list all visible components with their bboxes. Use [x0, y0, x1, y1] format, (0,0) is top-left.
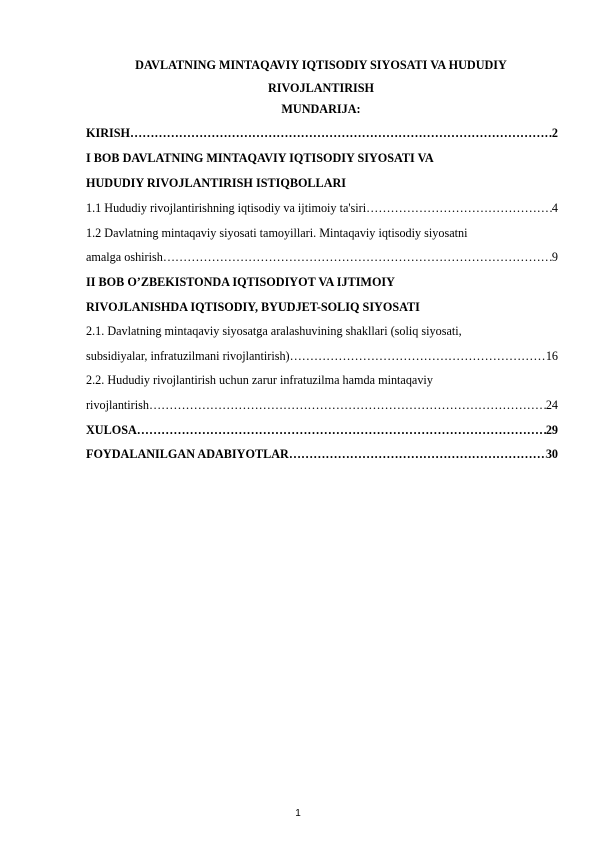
toc-leader-dots [137, 423, 546, 438]
toc-page-number: 9 [551, 250, 558, 264]
toc-entry-intro[interactable] [86, 126, 558, 141]
toc-chapter-2-line-1[interactable]: II BOB O’ZBEKISTONDA IQTISODIYOT VA IJTIMOIY [86, 275, 395, 289]
toc-page-number: 30 [545, 447, 558, 461]
toc-entry-2-2[interactable] [86, 398, 558, 413]
toc-entry-1-2-line-1[interactable]: 1.2 Davlatning mintaqaviy siyosati tamoyillari. Mintaqaviy iqtisodiy siyosatni [86, 226, 468, 240]
toc-page-number: 29 [545, 423, 558, 437]
toc-entry-2-2-line-1[interactable]: 2.2. Hududiy rivojlantirish uchun zarur infratuzilma hamda mintaqaviy [86, 373, 433, 387]
toc-entry-label: XULOSA [86, 423, 137, 437]
document-title-line-2: RIVOJLANTIRISH [267, 81, 375, 95]
toc-entry-references[interactable] [86, 447, 558, 462]
toc-entry-label: FOYDALANILGAN ADABIYOTLAR [86, 447, 289, 461]
toc-entry-1-1[interactable] [86, 201, 558, 216]
toc-entry-conclusion[interactable] [86, 423, 558, 438]
toc-entry-label: 1.1 Hududiy rivojlantirishning iqtisodiy va ijtimoiy ta'siri [86, 201, 367, 215]
page-number: 1 [295, 808, 301, 819]
toc-entry-label: KIRISH [86, 126, 131, 140]
contents-heading: MUNDARIJA: [281, 102, 361, 116]
toc-page-number: 16 [545, 349, 558, 363]
toc-page-number: 2 [551, 126, 558, 140]
toc-entry-label: amalga oshirish [86, 250, 163, 264]
toc-leader-dots [366, 201, 552, 216]
toc-entry-2-1[interactable] [86, 349, 558, 364]
toc-page-number: 4 [551, 201, 558, 215]
toc-leader-dots [289, 447, 546, 462]
toc-entry-label: subsidiyalar, infratuzilmani rivojlantirish) [86, 349, 290, 363]
toc-leader-dots [163, 250, 552, 265]
toc-leader-dots [130, 126, 552, 141]
toc-entry-1-2[interactable] [86, 250, 558, 265]
document-title-line-1: DAVLATNING MINTAQAVIY IQTISODIY SIYOSATI VA HUDUDIY [135, 58, 507, 72]
toc-page-number: 24 [545, 398, 558, 412]
toc-leader-dots [149, 398, 546, 413]
toc-leader-dots [290, 349, 546, 364]
toc-chapter-2-line-2[interactable]: RIVOJLANISHDA IQTISODIY, BYUDJET-SOLIQ SIYOSATI [86, 300, 420, 314]
toc-chapter-1-line-1[interactable]: I BOB DAVLATNING MINTAQAVIY IQTISODIY SIYOSATI VA [86, 151, 434, 165]
toc-chapter-1-line-2[interactable]: HUDUDIY RIVOJLANTIRISH ISTIQBOLLARI [86, 176, 347, 190]
toc-entry-2-1-line-1[interactable]: 2.1. Davlatning mintaqaviy siyosatga aralashuvining shakllari (soliq siyosati, [86, 324, 462, 338]
toc-entry-label: rivojlantirish [86, 398, 149, 412]
